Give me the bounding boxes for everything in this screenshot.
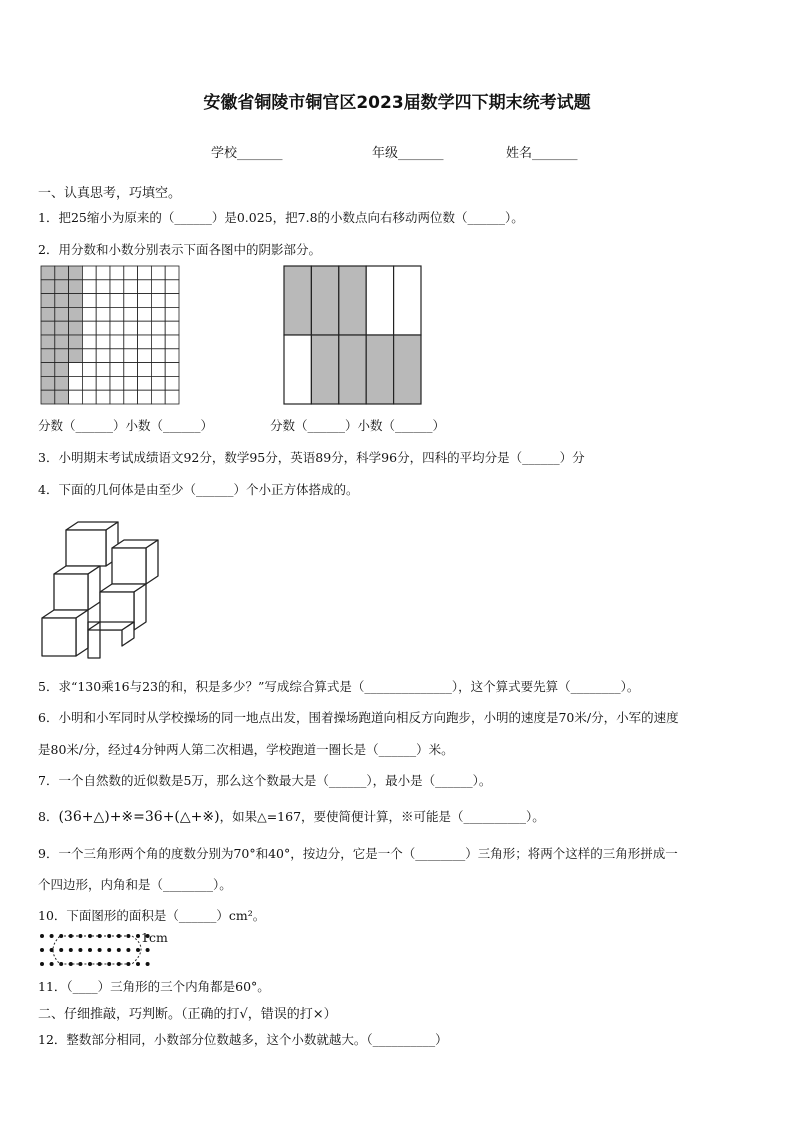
grid-cell — [82, 349, 96, 363]
rect-part — [366, 266, 393, 335]
grid-dot — [69, 962, 73, 966]
grid-dot — [126, 948, 130, 952]
question-9-line-1: 9．一个三角形两个角的度数分别为70°和40°，按边分，它是一个（________）三角形；将两个这样的三角形拼成一 — [38, 846, 678, 861]
question-6-line-1: 6．小明和小军同时从学校操场的同一地点出发，围着操场跑道向相反方向跑步，小明的速度是70米/分，小军的速度 — [38, 710, 679, 725]
shaded-cell — [69, 280, 83, 294]
grid-dot — [69, 934, 73, 938]
question-5: 5．求“130乘16与23的和，积是多少？”写成综合算式是（______________），这个算式要先算（________）。 — [38, 679, 640, 694]
grid-cell — [110, 321, 124, 335]
cube-stack-figure — [38, 518, 168, 663]
grid-cell — [69, 376, 83, 390]
grid-cell — [82, 280, 96, 294]
grid-dot — [107, 934, 111, 938]
shaded-cell — [41, 376, 55, 390]
shaded-cell — [55, 335, 69, 349]
grid-cell — [124, 390, 138, 404]
grid-cell — [165, 321, 179, 335]
grid-cell — [165, 294, 179, 308]
grid-dot — [69, 948, 73, 952]
question-12: 12．整数部分相同，小数部分位数越多，这个小数就越大。（__________） — [38, 1032, 448, 1047]
question-7: 7．一个自然数的近似数是5万，那么这个数最大是（______），最小是（______）。 — [38, 773, 492, 788]
grid-dot — [88, 948, 92, 952]
grid-dot — [50, 948, 54, 952]
grid-dot — [78, 962, 82, 966]
grid-dot — [88, 962, 92, 966]
grid-cell — [165, 376, 179, 390]
grid-cell — [151, 363, 165, 377]
grid-cell — [151, 307, 165, 321]
grid-dot — [146, 948, 150, 952]
grid-cell — [124, 307, 138, 321]
grid-cell — [82, 321, 96, 335]
shaded-cell — [69, 335, 83, 349]
question-2-caption-left: 分数（______）小数（______） — [38, 418, 214, 433]
hundred-grid-figure — [41, 266, 181, 406]
shaded-cell — [69, 307, 83, 321]
grid-cell — [165, 363, 179, 377]
shaded-cell — [41, 280, 55, 294]
shaded-part — [339, 335, 366, 404]
shaded-part — [339, 266, 366, 335]
shaded-cell — [55, 280, 69, 294]
section-1-heading: 一、认真思考，巧填空。 — [38, 186, 182, 201]
grid-dot — [136, 934, 140, 938]
grid-dot — [136, 948, 140, 952]
grid-dot — [98, 962, 102, 966]
grid-cell — [124, 321, 138, 335]
question-8 — [38, 807, 545, 825]
grid-cell — [96, 321, 110, 335]
grid-cell — [96, 363, 110, 377]
grid-cell — [165, 280, 179, 294]
grid-cell — [82, 294, 96, 308]
grid-cell — [96, 280, 110, 294]
grid-cell — [124, 266, 138, 280]
shaded-cell — [55, 266, 69, 280]
grid-cell — [151, 335, 165, 349]
grid-cell — [110, 335, 124, 349]
grid-dot — [136, 962, 140, 966]
shaded-cell — [55, 307, 69, 321]
grid-cell — [151, 349, 165, 363]
grid-cell — [82, 266, 96, 280]
grid-cell — [165, 390, 179, 404]
grid-cell — [82, 335, 96, 349]
grid-dot — [146, 962, 150, 966]
grid-cell — [138, 335, 152, 349]
shaded-cell — [69, 321, 83, 335]
section-2-heading: 二、仔细推敲，巧判断。（正确的打√，错误的打×） — [38, 1007, 337, 1022]
grid-cell — [82, 307, 96, 321]
grid-cell — [151, 390, 165, 404]
ten-part-rectangle-figure — [284, 266, 424, 406]
question-10: 10．下面图形的面积是（______）cm²。 — [38, 908, 266, 923]
grid-dot — [126, 934, 130, 938]
shaded-cell — [69, 349, 83, 363]
shaded-cell — [55, 363, 69, 377]
question-2-caption-right: 分数（______）小数（______） — [270, 418, 446, 433]
shaded-cell — [41, 335, 55, 349]
question-8-number: 8． — [38, 809, 59, 824]
unit-label-1cm: 1cm — [141, 930, 168, 945]
grid-cell — [151, 266, 165, 280]
question-4: 4．下面的几何体是由至少（______）个小正方体搭成的。 — [38, 482, 359, 497]
grid-cell — [96, 294, 110, 308]
grid-dot — [59, 934, 63, 938]
grid-dot — [107, 962, 111, 966]
shaded-part — [284, 266, 311, 335]
grid-dot — [117, 934, 121, 938]
shaded-cell — [69, 294, 83, 308]
grid-cell — [110, 376, 124, 390]
grid-cell — [138, 376, 152, 390]
grid-cell — [82, 376, 96, 390]
grid-cell — [124, 294, 138, 308]
question-2: 2．用分数和小数分别表示下面各图中的阴影部分。 — [38, 242, 321, 257]
grid-cell — [110, 390, 124, 404]
grid-dot — [78, 934, 82, 938]
grid-dot — [50, 934, 54, 938]
grade-field: 年级_______ — [372, 146, 444, 161]
grid-cell — [96, 376, 110, 390]
shaded-part — [311, 335, 338, 404]
shaded-cell — [69, 266, 83, 280]
rect-part — [284, 335, 311, 404]
name-field: 姓名_______ — [506, 146, 578, 161]
grid-cell — [138, 266, 152, 280]
grid-cell — [82, 363, 96, 377]
grid-cell — [110, 294, 124, 308]
question-9-line-2: 个四边形，内角和是（________）。 — [38, 877, 232, 892]
grid-dot — [98, 948, 102, 952]
grid-dot — [59, 962, 63, 966]
grid-cell — [151, 376, 165, 390]
grid-cell — [69, 363, 83, 377]
grid-cell — [110, 280, 124, 294]
grid-dot — [40, 948, 44, 952]
shaded-cell — [55, 376, 69, 390]
grid-cell — [124, 376, 138, 390]
grid-cell — [96, 307, 110, 321]
grid-dot — [50, 962, 54, 966]
grid-dot — [98, 934, 102, 938]
shaded-part — [394, 335, 421, 404]
grid-cell — [151, 280, 165, 294]
shaded-cell — [55, 321, 69, 335]
grid-dot — [117, 948, 121, 952]
grid-cell — [69, 390, 83, 404]
grid-cell — [138, 390, 152, 404]
grid-cell — [138, 321, 152, 335]
shaded-part — [311, 266, 338, 335]
grid-cell — [96, 266, 110, 280]
grid-cell — [96, 349, 110, 363]
grid-cell — [138, 363, 152, 377]
grid-cell — [138, 349, 152, 363]
question-6-line-2: 是80米/分，经过4分钟两人第二次相遇，学校跑道一圈长是（______）米。 — [38, 742, 454, 757]
grid-cell — [124, 349, 138, 363]
grid-cell — [165, 335, 179, 349]
school-field: 学校_______ — [211, 146, 283, 161]
grid-cell — [110, 266, 124, 280]
shaded-cell — [41, 363, 55, 377]
question-1: 1．把25缩小为原来的（______）是0.025，把7.8的小数点向右移动两位数（______）。 — [38, 210, 524, 225]
question-11: 11．（____）三角形的三个内角都是60°。 — [38, 979, 270, 994]
grid-cell — [151, 321, 165, 335]
grid-cell — [151, 294, 165, 308]
shaded-cell — [41, 349, 55, 363]
question-8-text: ，如果△=167，要使简便计算，※可能是（__________）。 — [219, 809, 545, 824]
shaded-cell — [41, 307, 55, 321]
shaded-cell — [41, 294, 55, 308]
grid-cell — [110, 307, 124, 321]
grid-cell — [165, 307, 179, 321]
grid-cell — [124, 335, 138, 349]
shaded-cell — [55, 349, 69, 363]
grid-cell — [165, 266, 179, 280]
grid-cell — [124, 363, 138, 377]
grid-cell — [138, 307, 152, 321]
grid-cell — [96, 335, 110, 349]
grid-dot — [78, 948, 82, 952]
page-title: 安徽省铜陵市铜官区2023届数学四下期末统考试题 — [203, 93, 591, 113]
grid-cell — [138, 280, 152, 294]
question-8-formula: (36+△)+※=36+(△+※) — [58, 809, 220, 825]
shaded-cell — [55, 390, 69, 404]
grid-dot — [40, 962, 44, 966]
grid-dot — [88, 934, 92, 938]
shaded-cell — [41, 390, 55, 404]
grid-dot — [126, 962, 130, 966]
rect-part — [394, 266, 421, 335]
shaded-part — [366, 335, 393, 404]
grid-dot — [59, 948, 63, 952]
grid-cell — [165, 349, 179, 363]
grid-cell — [96, 390, 110, 404]
grid-cell — [110, 363, 124, 377]
grid-cell — [110, 349, 124, 363]
grid-cell — [138, 294, 152, 308]
grid-dot — [117, 962, 121, 966]
grid-cell — [124, 280, 138, 294]
grid-dot — [107, 948, 111, 952]
grid-dot — [40, 934, 44, 938]
shaded-cell — [55, 294, 69, 308]
shaded-cell — [41, 321, 55, 335]
shaded-cell — [41, 266, 55, 280]
question-3: 3．小明期末考试成绩语文92分，数学95分，英语89分，科学96分，四科的平均分是（______）分 — [38, 450, 585, 465]
grid-cell — [82, 390, 96, 404]
